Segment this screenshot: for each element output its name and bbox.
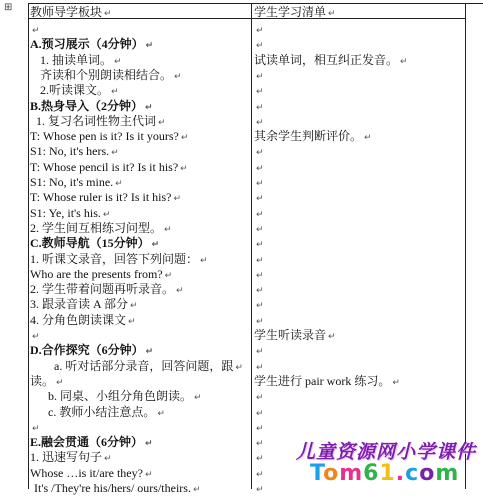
student-line [254,52,408,69]
paragraph-mark-icon: ↵ [328,332,336,342]
teacher-text: 1. 复习名词性物主代词 [36,113,157,128]
paragraph-mark-icon: ↵ [32,26,40,36]
student-text: 试读单词，相互纠正发音。 [254,52,399,67]
paragraph-mark-icon: ↵ [328,9,336,19]
paragraph-mark-icon: ↵ [174,71,182,82]
paragraph-mark-icon: ↵ [256,408,264,419]
paragraph-mark-icon: ↵ [145,102,153,113]
teacher-text: b. 同桌、小组分角色朗读。 [48,389,193,404]
paragraph-mark-icon: ↵ [102,209,111,220]
teacher-text: 2. 学生间互相练习问型。 [30,220,163,235]
paragraph-mark-icon: ↵ [130,301,138,312]
student-line [254,373,400,390]
teacher-text: a. 听对话部分录音，回答问题，跟 [54,358,234,373]
paragraph-mark-icon: ↵ [235,362,243,373]
paragraph-mark-icon: ↵ [145,439,153,450]
student-line [254,128,372,145]
paragraph-mark-icon: ↵ [104,454,112,465]
teacher-text: 3. 跟录音读 A 部分 [30,297,129,312]
paragraph-mark-icon: ↵ [145,41,154,52]
teacher-text: S1: No, it's hers. [30,144,110,159]
teacher-text: 1. 迅速写句子 [30,450,103,465]
paragraph-mark-icon: ↵ [32,332,40,342]
paragraph-mark-icon: ↵ [256,316,264,327]
paragraph-mark-icon: ↵ [145,347,154,358]
watermark-letter: T [310,461,324,486]
paragraph-mark-icon: ↵ [256,240,264,251]
watermark-chinese-text: 儿童资源网小学课件 [296,441,477,463]
teacher-text: S1: No, it's mine. [30,175,114,189]
paragraph-mark-icon: ↵ [158,117,166,128]
student-text: 其余学生判断评价。 [254,129,363,144]
paragraph-mark-icon: ↵ [192,485,201,495]
paragraph-mark-icon: ↵ [256,270,264,281]
student-text: 学生进行 pair work 练习。 [254,373,391,388]
paragraph-mark-icon: ↵ [256,194,264,205]
teacher-text: T: Whose ruler is it? Is it his? [30,190,172,205]
paragraph-mark-icon: ↵ [256,41,264,52]
paragraph-mark-icon: ↵ [256,255,264,266]
paragraph-mark-icon: ↵ [180,163,188,174]
paragraph-mark-icon: ↵ [200,255,208,266]
teacher-text: D.合作探究（6分钟） [30,343,144,358]
watermark-letter: o [419,461,436,486]
paragraph-mark-icon: ↵ [256,224,264,235]
paragraph-mark-icon: ↵ [194,393,202,404]
table-border-extension [466,3,483,4]
paragraph-mark-icon: ↵ [364,133,372,144]
teacher-text: T: Whose pen is it? Is it yours? [30,129,179,144]
paragraph-mark-icon: ↵ [173,194,182,205]
paragraph-mark-icon: ↵ [256,439,264,450]
teacher-text: S1: Ye, it's his. [30,205,101,220]
paragraph-mark-icon: ↵ [256,102,264,113]
column-divider [251,4,252,489]
student-text: 学生听读录音 [254,328,327,342]
paragraph-mark-icon: ↵ [256,485,264,495]
paragraph-mark-icon: ↵ [256,148,264,159]
paragraph-mark-icon: ↵ [256,301,264,312]
paragraph-mark-icon: ↵ [104,9,112,19]
watermark-letter: c [405,461,420,486]
paragraph-mark-icon: ↵ [256,362,264,373]
teacher-text: 读。 [30,373,55,388]
teacher-text: It's /They're his/hers/ ours/theirs. [34,481,191,495]
paragraph-mark-icon: ↵ [256,87,264,98]
teacher-text: 2.听读课文。 [40,83,110,98]
paragraph-mark-icon: ↵ [180,133,189,144]
teacher-text: A.预习展示（4分钟） [30,37,144,52]
paragraph-mark-icon: ↵ [164,224,172,235]
paragraph-mark-icon: ↵ [128,316,136,327]
paragraph-mark-icon: ↵ [114,56,122,67]
teacher-text: 4. 分角色朗读课文 [30,312,127,327]
teacher-line [30,312,136,329]
paragraph-mark-icon: ↵ [144,469,153,480]
paragraph-mark-icon: ↵ [164,270,173,281]
watermark-english-text [310,461,459,486]
paragraph-mark-icon: ↵ [400,56,408,67]
teacher-text: c. 教师小结注意点。 [48,404,156,419]
paragraph-mark-icon: ↵ [56,377,64,388]
paragraph-mark-icon: ↵ [256,179,264,189]
paragraph-mark-icon: ↵ [256,454,264,465]
student-line [254,327,336,344]
teacher-text: 齐读和个别朗读相结合。 [40,67,173,82]
watermark-letter: 1 [379,461,396,486]
paragraph-mark-icon: ↵ [256,209,264,220]
paragraph-mark-icon: ↵ [256,393,264,404]
teacher-text: 1. 听课文录音，回答下列问题： [30,251,199,266]
paragraph-mark-icon: ↵ [256,26,264,36]
student-list-header: 学生学习清单 ↵ [254,5,336,19]
paragraph-mark-icon: ↵ [176,286,184,297]
watermark-letter: . [395,461,406,486]
teacher-text: T: Whose pencil is it? Is it his? [30,159,179,174]
site-watermark-logo [296,437,482,489]
paragraph-mark-icon: ↵ [111,87,119,98]
teacher-text: B.热身导入（2分钟） [30,98,144,113]
paragraph-mark-icon: ↵ [32,423,40,434]
paragraph-mark-icon: ↵ [256,423,264,434]
watermark-letter: m [435,461,460,486]
paragraph-mark-icon: ↵ [256,347,264,358]
teacher-text: C.教师导航（15分钟） [30,236,150,251]
paragraph-mark-icon: ↵ [392,377,400,388]
teacher-text: Who are the presents from? [30,266,163,281]
paragraph-mark-icon: ↵ [256,469,264,480]
paragraph-mark-icon: ↵ [256,286,264,297]
paragraph-mark-icon: ↵ [151,240,160,251]
teacher-guide-header: 教师导学板块 ↵ [30,5,112,19]
paragraph-mark-icon: ↵ [115,179,123,189]
paragraph-mark-icon: ↵ [157,408,165,419]
table-move-handle-icon[interactable]: ⊞ [4,2,13,13]
paragraph-mark-icon: ↵ [256,163,264,174]
teacher-line [30,404,165,421]
paragraph-mark-icon: ↵ [256,71,264,82]
watermark-letter: 6 [363,461,380,486]
teacher-text: E.融会贯通（6分钟） [30,435,144,450]
teacher-text: 1. 抽读单词。 [40,52,113,67]
teacher-text: 2. 学生带着问题再听录音。 [30,282,175,297]
paragraph-mark-icon: ↵ [256,117,264,128]
teacher-text: Whose …is it/are they? [30,465,143,480]
watermark-letter: o [323,461,340,486]
watermark-letter: m [339,461,364,486]
paragraph-mark-icon: ↵ [111,148,119,159]
